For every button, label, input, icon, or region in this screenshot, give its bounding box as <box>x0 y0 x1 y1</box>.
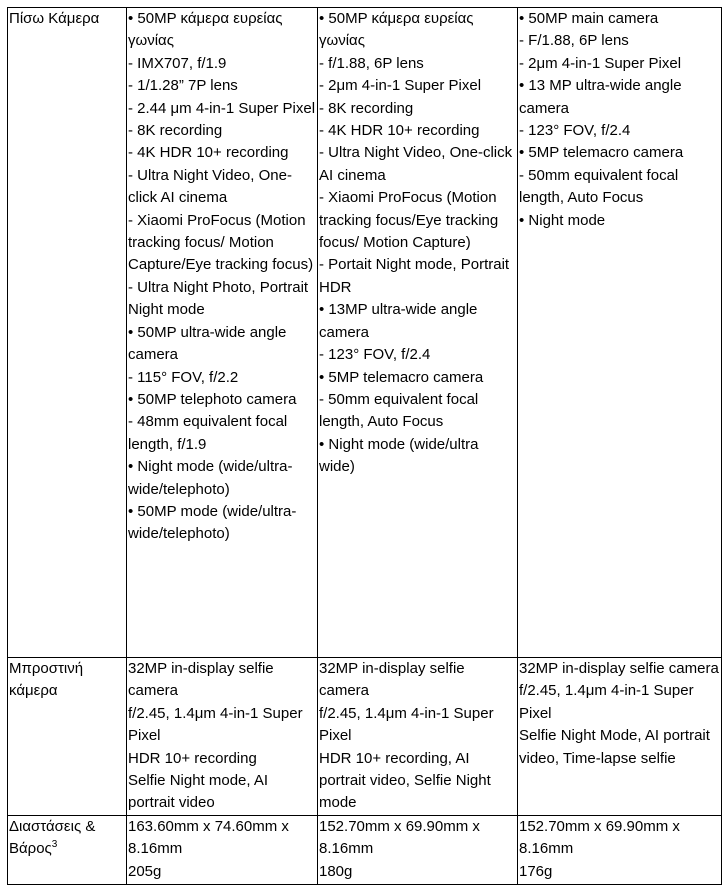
spec-line: - 123° FOV, f/2.4 <box>519 122 631 140</box>
row-label-dimensions-weight: Διαστάσεις & Βάρος$^3$ <box>8 815 127 884</box>
spec-line: • 50MP ultra-wide angle camera <box>128 323 287 364</box>
spec-line: - 8K recording <box>319 99 414 117</box>
spec-line: - IMX707, f/1.9 <box>128 54 227 72</box>
spec-line: - 2μm 4-in-1 Super Pixel <box>519 54 682 72</box>
spec-line: - 123° FOV, f/2.4 <box>319 346 431 364</box>
spec-line: - 115° FOV, f/2.2 <box>128 368 239 386</box>
spec-line: • 50MP mode (wide/ultra-wide/telephoto) <box>128 502 297 543</box>
cell-rear-camera-model-2 <box>318 8 518 658</box>
spec-line: - Xiaomi ProFocus (Motion tracking focus/Eye tracking focus/ Motion Capture) <box>319 189 499 252</box>
row-rear-camera <box>8 8 722 658</box>
spec-line: - 1/1.28” 7P lens <box>128 77 238 95</box>
spec-comparison-table <box>7 7 722 885</box>
spec-line: 152.70mm x 69.90mm x 8.16mm <box>519 817 680 858</box>
spec-line: - 4K HDR 10+ recording <box>128 144 289 162</box>
spec-line: • 50MP telephoto camera <box>128 390 297 408</box>
spec-line: - 4K HDR 10+ recording <box>319 122 480 140</box>
spec-line: Selfie Night Mode, AI portrait video, Time-lapse selfie <box>519 727 710 767</box>
spec-line: • 5MP telemacro camera <box>519 144 684 162</box>
spec-line: 176g <box>519 862 553 880</box>
cell-dimensions-model-1 <box>127 815 318 884</box>
cell-front-camera-model-1 <box>127 658 318 816</box>
spec-line: f/2.45, 1.4μm 4-in-1 Super Pixel <box>519 682 694 722</box>
spec-line: - 50mm equivalent focal length, Auto Focus <box>319 390 479 431</box>
row-front-camera <box>8 658 722 816</box>
cell-front-camera-model-2 <box>318 658 518 816</box>
spec-line: • Night mode (wide/ultra-wide/telephoto) <box>128 458 293 498</box>
spec-line: - F/1.88, 6P lens <box>519 32 629 50</box>
spec-line: - Portait Night mode, Portrait HDR <box>319 256 510 296</box>
spec-line: 205g <box>128 862 162 880</box>
spec-line: 32MP in-display selfie camera <box>519 660 719 677</box>
spec-line: - 2.44 μm 4-in-1 Super Pixel <box>128 99 316 117</box>
spec-line: • Night mode (wide/ultra wide) <box>319 435 479 476</box>
spec-line: - f/1.88, 6P lens <box>319 54 424 72</box>
spec-line: - Ultra Night Video, One-click AI cinema <box>319 144 513 184</box>
spec-line: 32MP in-display selfie camera <box>128 660 274 700</box>
spec-line: 180g <box>319 862 353 880</box>
spec-line: HDR 10+ recording, AI portrait video, Selfie Night mode <box>319 749 491 812</box>
spec-line: - 50mm equivalent focal length, Auto Focus <box>519 166 679 207</box>
spec-line: Selfie Night mode, AI portrait video <box>128 772 269 812</box>
spec-line: • 5MP telemacro camera <box>319 368 484 386</box>
cell-front-camera-model-3 <box>518 658 722 816</box>
cell-dimensions-model-2 <box>318 815 518 884</box>
spec-line: • 13MP ultra-wide angle camera <box>319 301 478 341</box>
spec-line: • Night mode <box>519 211 606 229</box>
row-label-front-camera: Μπροστινή κάμερα <box>8 658 127 816</box>
spec-line: - 8K recording <box>128 122 223 140</box>
spec-line: - 2μm 4-in-1 Super Pixel <box>319 77 482 95</box>
spec-line: f/2.45, 1.4μm 4-in-1 Super Pixel <box>319 704 494 745</box>
row-label-rear-camera: Πίσω Κάμερα <box>8 8 127 658</box>
spec-line: • 50MP κάμερα ευρείας γωνίας <box>128 10 283 50</box>
row-dimensions-weight <box>8 815 722 884</box>
cell-rear-camera-model-3 <box>518 8 722 658</box>
spec-line: • 50MP κάμερα ευρείας γωνίας <box>319 10 474 50</box>
spec-line: • 13 MP ultra-wide angle camera <box>519 77 682 117</box>
spec-line: - Xiaomi ProFocus (Motion tracking focus/ Motion Capture/Eye tracking focus) <box>128 211 314 274</box>
spec-line: f/2.45, 1.4μm 4-in-1 Super Pixel <box>128 704 303 745</box>
spec-line: HDR 10+ recording <box>128 749 257 767</box>
spec-line: 32MP in-display selfie camera <box>319 660 465 700</box>
spec-line: 163.60mm x 74.60mm x 8.16mm <box>128 817 289 858</box>
spec-line: 152.70mm x 69.90mm x 8.16mm <box>319 817 480 858</box>
cell-dimensions-model-3 <box>518 815 722 884</box>
spec-line: - Ultra Night Photo, Portrait Night mode <box>128 278 309 319</box>
cell-rear-camera-model-1 <box>127 8 318 658</box>
spec-line: - Ultra Night Video, One-click AI cinema <box>128 166 292 207</box>
spec-line: - 48mm equivalent focal length, f/1.9 <box>128 413 288 453</box>
footnote-marker: 3 <box>51 839 58 851</box>
spec-line: • 50MP main camera <box>519 10 659 27</box>
